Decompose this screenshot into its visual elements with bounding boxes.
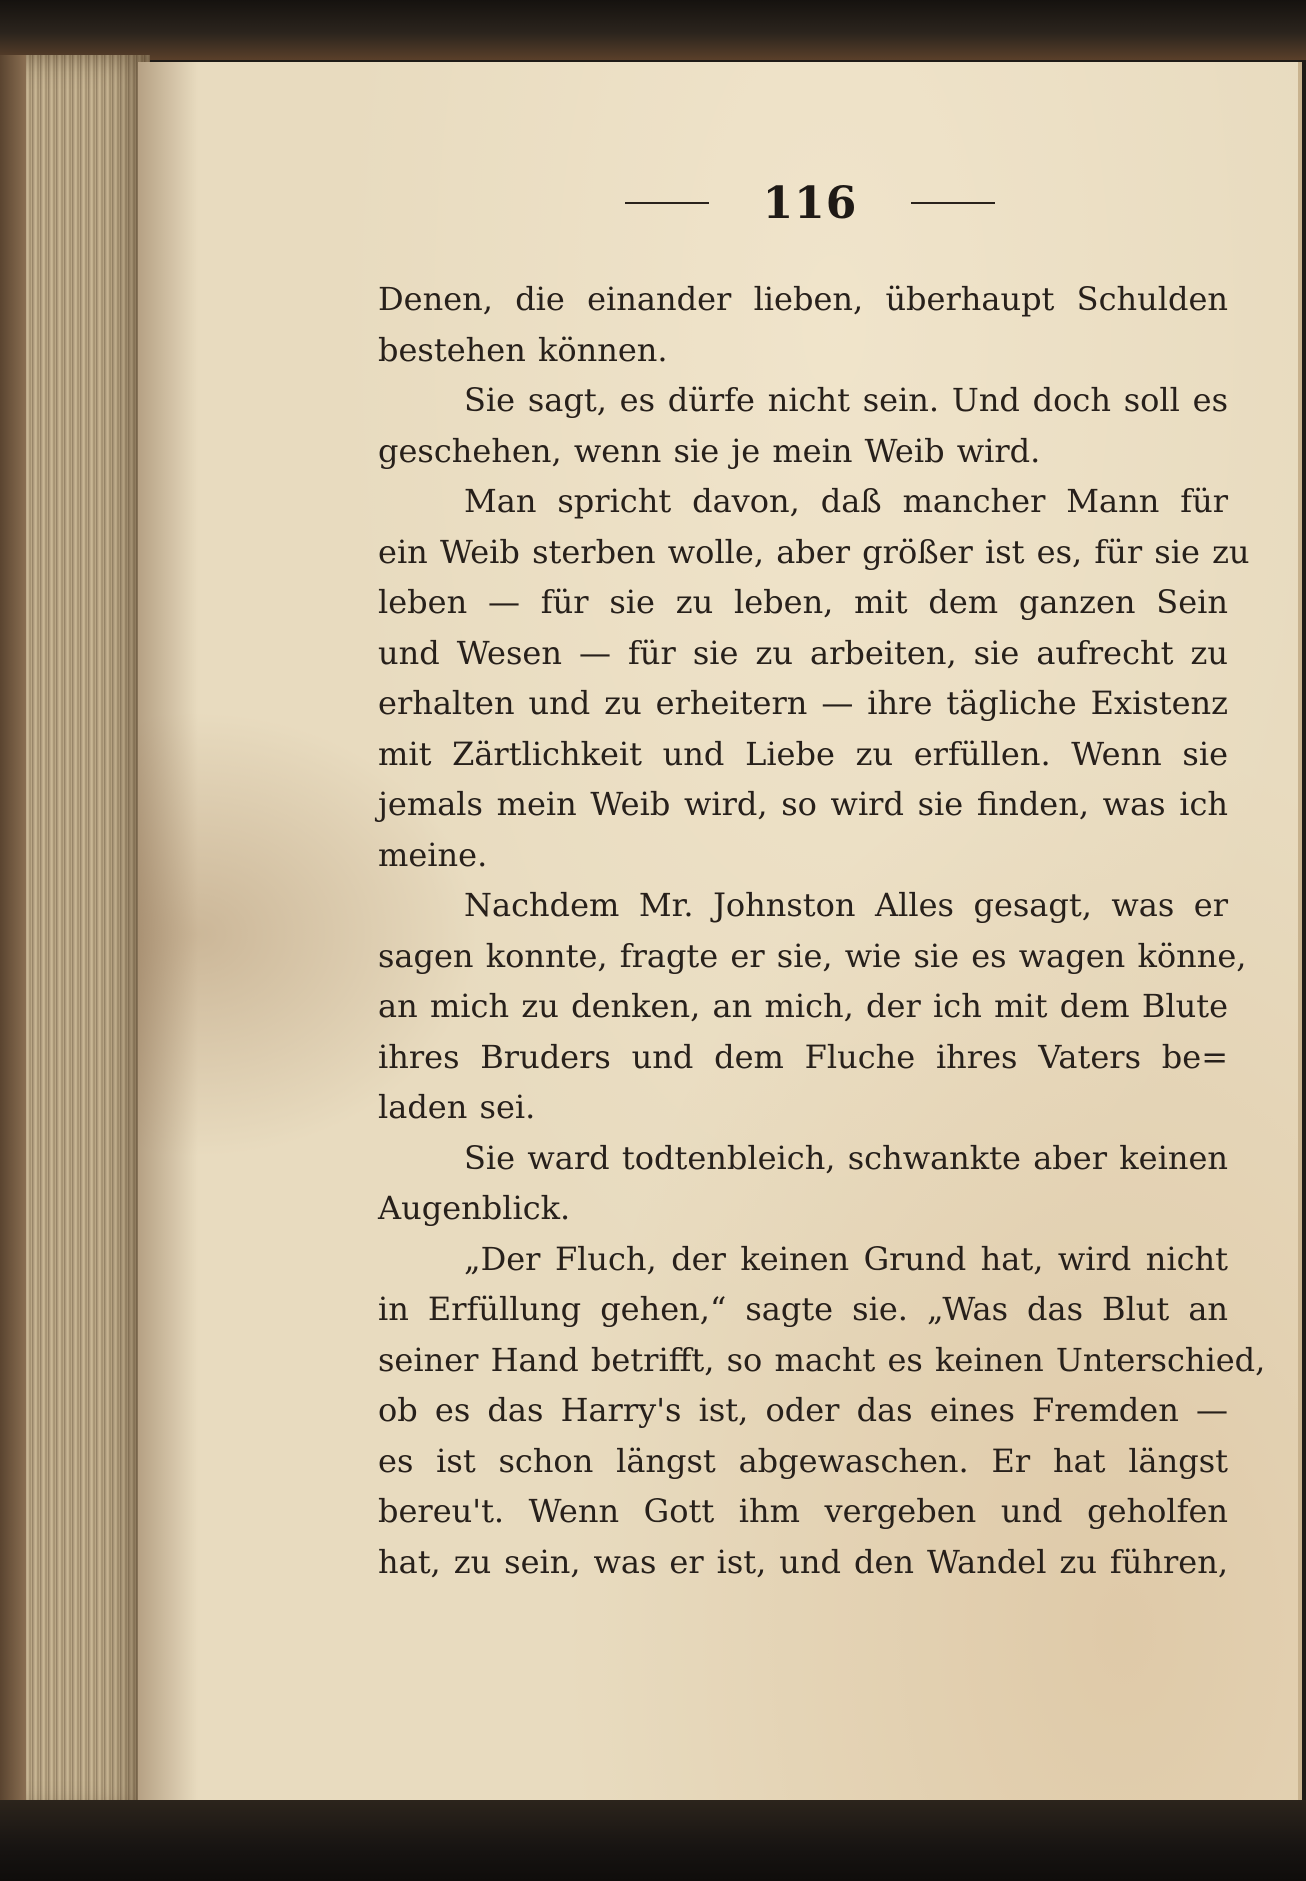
paragraph: [378, 880, 1247, 1133]
text-line: mit Zärtlichkeit und Liebe zu erfüllen. Wenn sie: [378, 734, 1228, 773]
book-cover-top: [0, 0, 1306, 60]
page-edges: [0, 55, 150, 1815]
header-rule-left: [625, 202, 709, 204]
gutter-shadow: [138, 62, 198, 1807]
text-line: erhalten und zu erheitern — ihre tägliche Existenz: [378, 684, 1228, 722]
text-line: und Wesen — für sie zu arbeiten, sie aufrecht zu: [378, 633, 1228, 672]
text-line: ob es das Harry's ist, oder das eines Fremden —: [378, 1391, 1228, 1429]
text-line: jemals mein Weib wird, so wird sie finden, was ich: [378, 785, 1228, 823]
text-line: Sie ward todtenbleich, schwankte aber keinen: [464, 1138, 1228, 1177]
paragraph: [378, 1133, 1228, 1234]
text-line: laden sei.: [378, 1088, 536, 1126]
text-line: sagen konnte, fragte er sie, wie sie es wagen könne,: [378, 936, 1247, 975]
page-number: 116: [762, 177, 858, 229]
text-line: „Der Fluch, der keinen Grund hat, wird nicht: [464, 1239, 1228, 1278]
text-line: Man spricht davon, daß mancher Mann für: [464, 482, 1228, 520]
text-line: seiner Hand betrifft, so macht es keinen Unterschied,: [378, 1340, 1266, 1379]
book-cover-bottom: [0, 1800, 1306, 1881]
paragraph: [378, 274, 1228, 375]
text-line: ein Weib sterben wolle, aber größer ist es, für sie zu: [378, 532, 1250, 571]
page-header: [620, 178, 1000, 228]
text-line: Denen, die einander lieben, überhaupt Schulden: [378, 280, 1228, 318]
paragraph: [378, 1234, 1266, 1588]
text-line: hat, zu sein, was er ist, und den Wandel zu führen,: [378, 1542, 1228, 1581]
paragraph: [378, 375, 1228, 476]
text-line: Sie sagt, es dürfe nicht sein. Und doch soll es: [464, 381, 1228, 419]
text-line: meine.: [378, 835, 488, 874]
text-line: an mich zu denken, an mich, der ich mit dem Blute: [378, 987, 1228, 1025]
text-line: Augenblick.: [378, 1189, 571, 1227]
header-rule-right: [911, 202, 995, 204]
text-line: Nachdem Mr. Johnston Alles gesagt, was er: [464, 886, 1228, 924]
text-line: in Erfüllung gehen,“ sagte sie. „Was das Blut an: [378, 1290, 1228, 1328]
page-body: [378, 274, 1266, 1587]
text-line: geschehen, wenn sie je mein Weib wird.: [378, 431, 1041, 470]
text-line: ihres Bruders und dem Fluche ihres Vaters be=: [378, 1037, 1228, 1076]
text-line: bereu't. Wenn Gott ihm vergeben und geholfen: [378, 1492, 1228, 1530]
text-line: bestehen können.: [378, 330, 668, 369]
paragraph: [378, 476, 1250, 880]
text-line: es ist schon längst abgewaschen. Er hat längst: [378, 1441, 1228, 1480]
text-line: leben — für sie zu leben, mit dem ganzen Sein: [378, 583, 1228, 621]
